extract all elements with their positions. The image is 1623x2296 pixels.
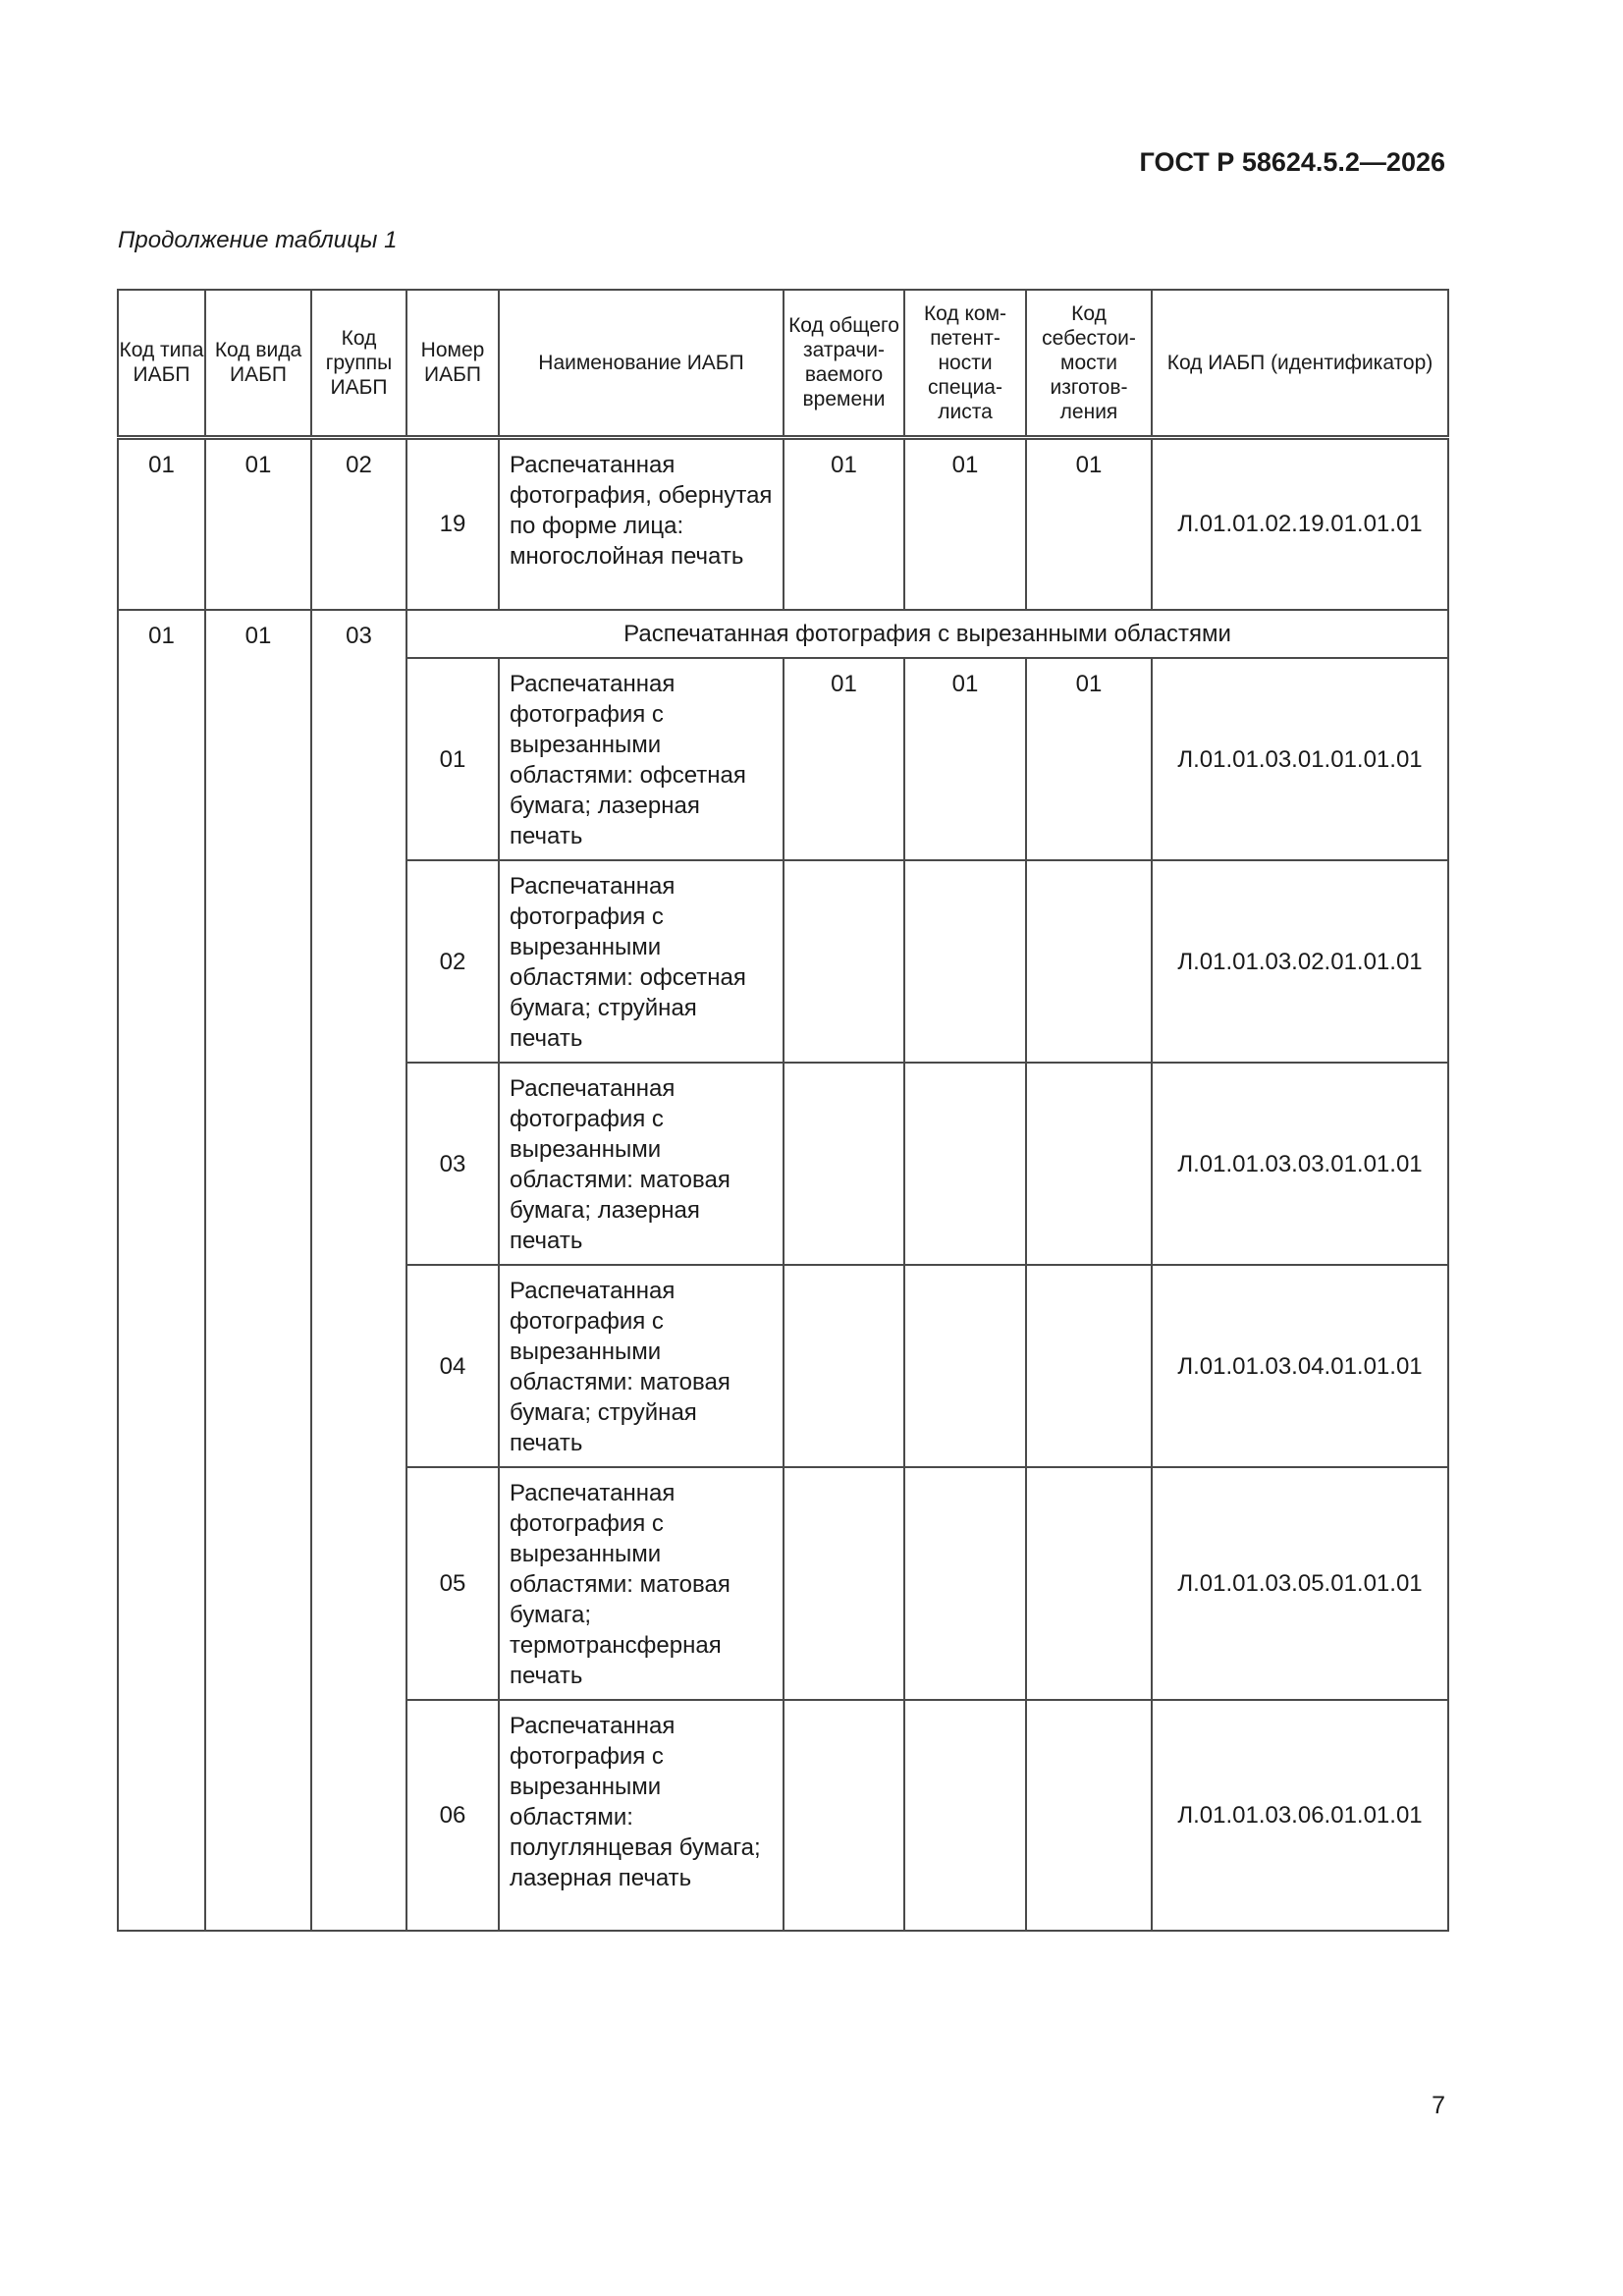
cell-identifier: Л.01.01.03.02.01.01.01 xyxy=(1152,860,1448,1063)
header-identifier: Код ИАБП (идентификатор) xyxy=(1152,290,1448,437)
cell-competence xyxy=(904,1700,1026,1931)
cell-group: 03 xyxy=(311,610,406,1931)
header-cost-code: Код себестои-мости изготов-ления xyxy=(1026,290,1152,437)
cell-number: 04 xyxy=(406,1265,499,1467)
cell-type: 01 xyxy=(118,610,205,1931)
cell-competence: 01 xyxy=(904,658,1026,860)
document-code: ГОСТ Р 58624.5.2—2026 xyxy=(1139,147,1445,177)
cell-cost xyxy=(1026,860,1152,1063)
cell-time xyxy=(784,1063,904,1265)
header-competence-code: Код ком-петент-ности специа-листа xyxy=(904,290,1026,437)
cell-time: 01 xyxy=(784,437,904,610)
cell-name: Распечатанная фотография с вырезанными областями: матовая бумага; струйная печать xyxy=(499,1265,784,1467)
cell-identifier: Л.01.01.03.05.01.01.01 xyxy=(1152,1467,1448,1700)
iabp-table xyxy=(117,289,1449,1932)
cell-competence: 01 xyxy=(904,437,1026,610)
table-row xyxy=(118,437,1448,610)
cell-kind: 01 xyxy=(205,610,311,1931)
cell-number: 19 xyxy=(406,437,499,610)
cell-name: Распечатанная фотография с вырезанными областями: офсетная бумага; лазерная печать xyxy=(499,658,784,860)
cell-name: Распечатанная фотография с вырезанными областями: офсетная бумага; струйная печать xyxy=(499,860,784,1063)
cell-type: 01 xyxy=(118,437,205,610)
cell-time xyxy=(784,1467,904,1700)
page-number: 7 xyxy=(1432,2092,1445,2119)
table-header-row xyxy=(118,290,1448,437)
cell-number: 05 xyxy=(406,1467,499,1700)
header-group-code: Код группы ИАБП xyxy=(311,290,406,437)
cell-cost xyxy=(1026,1467,1152,1700)
cell-cost xyxy=(1026,1700,1152,1931)
cell-cost: 01 xyxy=(1026,658,1152,860)
header-name: Наименование ИАБП xyxy=(499,290,784,437)
cell-time: 01 xyxy=(784,658,904,860)
cell-competence xyxy=(904,860,1026,1063)
cell-time xyxy=(784,1700,904,1931)
cell-group: 02 xyxy=(311,437,406,610)
cell-competence xyxy=(904,1063,1026,1265)
cell-number: 01 xyxy=(406,658,499,860)
cell-competence xyxy=(904,1265,1026,1467)
cell-name: Распечатанная фотография, обернутая по форме лица: многослойная печать xyxy=(499,437,784,610)
cell-number: 03 xyxy=(406,1063,499,1265)
cell-name: Распечатанная фотография с вырезанными областями: матовая бумага; термотрансферная печать xyxy=(499,1467,784,1700)
header-time-code: Код общего затрачи-ваемого времени xyxy=(784,290,904,437)
cell-kind: 01 xyxy=(205,437,311,610)
cell-identifier: Л.01.01.03.06.01.01.01 xyxy=(1152,1700,1448,1931)
cell-number: 06 xyxy=(406,1700,499,1931)
cell-competence xyxy=(904,1467,1026,1700)
cell-cost xyxy=(1026,1063,1152,1265)
header-kind-code: Код вида ИАБП xyxy=(205,290,311,437)
cell-identifier: Л.01.01.03.01.01.01.01 xyxy=(1152,658,1448,860)
header-number: Номер ИАБП xyxy=(406,290,499,437)
cell-name: Распечатанная фотография с вырезанными областями: полуглянцевая бумага; лазерная печать xyxy=(499,1700,784,1931)
cell-identifier: Л.01.01.02.19.01.01.01 xyxy=(1152,437,1448,610)
group-title: Распечатанная фотография с вырезанными областями xyxy=(406,610,1448,658)
cell-number: 02 xyxy=(406,860,499,1063)
table-row xyxy=(118,610,1448,658)
table-caption: Продолжение таблицы 1 xyxy=(118,227,398,253)
cell-cost: 01 xyxy=(1026,437,1152,610)
cell-identifier: Л.01.01.03.04.01.01.01 xyxy=(1152,1265,1448,1467)
cell-name: Распечатанная фотография с вырезанными областями: матовая бумага; лазерная печать xyxy=(499,1063,784,1265)
cell-cost xyxy=(1026,1265,1152,1467)
header-type-code: Код типа ИАБП xyxy=(118,290,205,437)
cell-time xyxy=(784,860,904,1063)
cell-time xyxy=(784,1265,904,1467)
cell-identifier: Л.01.01.03.03.01.01.01 xyxy=(1152,1063,1448,1265)
